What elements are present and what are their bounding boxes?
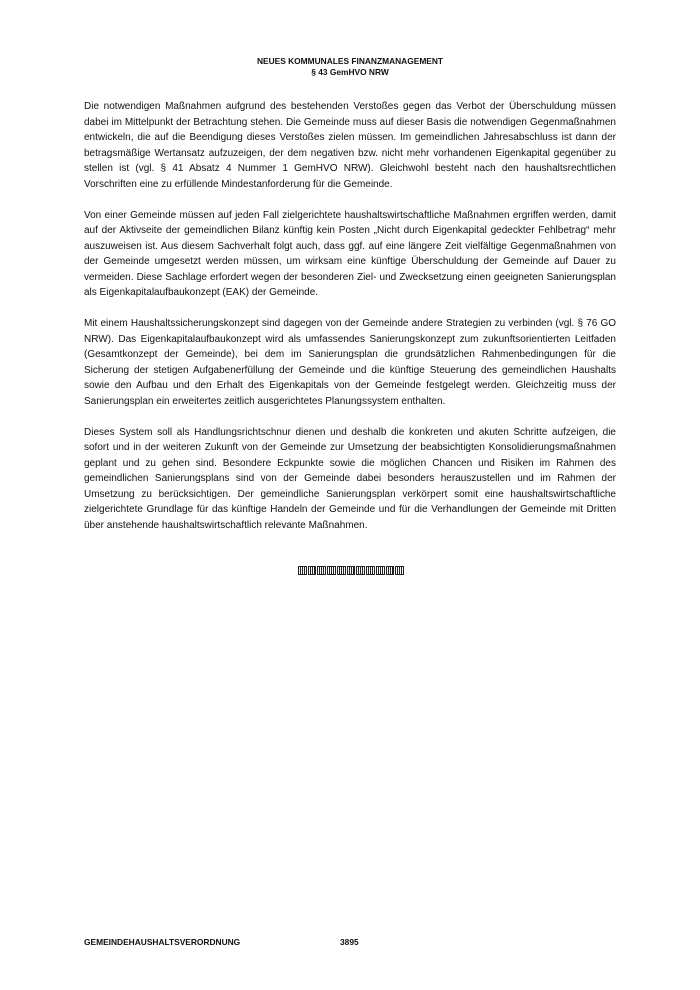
ornament-block bbox=[298, 566, 307, 575]
ornament-block bbox=[356, 566, 365, 575]
ornament-block bbox=[366, 566, 375, 575]
ornament-block bbox=[395, 566, 404, 575]
ornament-block bbox=[327, 566, 336, 575]
paragraph: Von einer Gemeinde müssen auf jeden Fall zielgerichtete haushaltswirtschaftliche Maßnahmen ergriffen werden, damit auf der Aktivseite der gemeindlichen Bilanz künftig kein Posten „Nicht durch Eigenkapital gedeckter Fehlbetrag“ mehr auszuweisen ist. Aus diesem Sachverhalt folgt auch, dass ggf. auf eine längere Zeit vielfältige Gegenmaßnahmen von der Gemeinde umgesetzt werden müssen, um wirksam eine künftige Überschuldung der Gemeinde auf Dauer zu vermeiden. Diese Sachlage erfordert wegen der besonderen Ziel- und Zwecksetzung einen geeigneten Sanierungsplan als Eigenkapitalaufbaukonzept (EAK) der Gemeinde. bbox=[84, 209, 616, 298]
header-subtitle: § 43 GemHVO NRW bbox=[311, 67, 389, 77]
ornament-block bbox=[386, 566, 395, 575]
paragraph: Dieses System soll als Handlungsrichtschnur dienen und deshalb die konkreten und akuten Schritte aufzeigen, die sofort und in der weiteren Zukunft von der Gemeinde zur Umsetzung der beabsichtigten Konsolidierungsmaßnahmen geplant und zu gehen sind. Besondere Eckpunkte sowie die möglichen Chancen und Risiken im Rahmen des gemeindlichen Sanierungsplans sind von der Gemeinde dabei besonders herauszustellen und im Rahmen der Umsetzung zu berücksichtigen. Der gemeindliche Sanierungsplan verkörpert somit eine haushaltswirtschaftliche zielgerichtete Grundlage für das künftige Handeln der Gemeinde und für die Verhandlungen der Gemeinde mit Dritten über anstehende haushaltswirtschaftlich relevante Maßnahmen. bbox=[84, 426, 616, 531]
page-number: 3895 bbox=[340, 937, 359, 947]
body-text bbox=[84, 99, 616, 549]
page-header bbox=[0, 56, 700, 78]
paragraph: Die notwendigen Maßnahmen aufgrund des bestehenden Verstoßes gegen das Verbot der Überschuldung müssen dabei im Mittelpunkt der Betrachtung stehen. Die Gemeinde muss auf dieser Basis die notwendigen Gegenmaßnahmen entwickeln, die auf die Beendigung dieses Verstoßes zielen müssen. Im gemeindlichen Jahresabschluss ist dann der betragsmäßige Wertansatz aufzuzeigen, der dem negativen bzw. nicht mehr vorhandenen Eigenkapital gegenüber zu stellen ist (vgl. § 41 Absatz 4 Nummer 1 GemHVO NRW). Gleichwohl besteht nach den haushaltsrechtlichen Vorschriften eine zu erfüllende Mindestanforderung für die Gemeinde. bbox=[84, 101, 616, 190]
ornament-block bbox=[347, 566, 356, 575]
ornament-block bbox=[308, 566, 317, 575]
ornament-block bbox=[376, 566, 385, 575]
ornament-block bbox=[317, 566, 326, 575]
header-title: NEUES KOMMUNALES FINANZMANAGEMENT bbox=[256, 56, 444, 66]
ornament-block bbox=[337, 566, 346, 575]
section-end-ornament bbox=[298, 566, 404, 575]
paragraph: Mit einem Haushaltssicherungskonzept sind dagegen von der Gemeinde andere Strategien zu verbinden (vgl. § 76 GO NRW). Das Eigenkapitalaufbaukonzept wird als umfassendes Sanierungskonzept zum zukunftsorientierten Leitfaden (Gesamtkonzept der Gemeinde), bei dem im Sanierungsplan die grundsätzlichen Rahmenbedingungen für die Sicherung der stetigen Aufgabenerfüllung der Gemeinde und die künftige Steuerung des gemeindlichen Haushalts sowie den Aufbau und den Erhalt des Eigenkapitals von der Gemeinde festgelegt werden. Gleichzeitig muss der Sanierungsplan ein erweitertes zeitlich ausgerichtetes Planungssystem enthalten. bbox=[84, 318, 616, 407]
footer-title: GEMEINDEHAUSHALTSVERORDNUNG bbox=[84, 937, 241, 947]
